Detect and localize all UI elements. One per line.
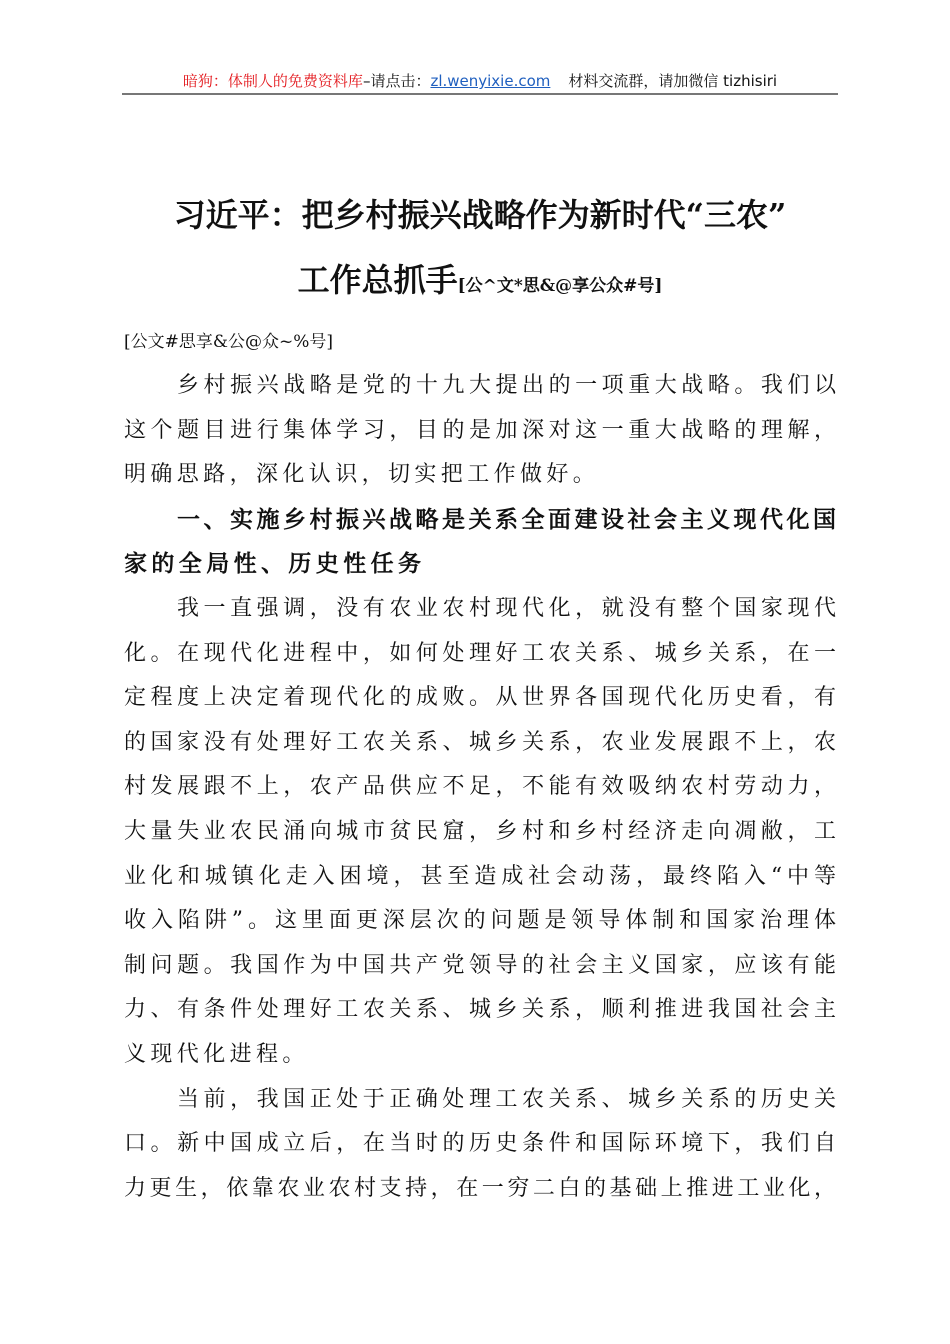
paragraph-line: 义现代化进程。 — [124, 1041, 309, 1067]
prompt-text: –请点击： — [362, 72, 431, 90]
paragraph-line: 收入陷阱”。这里面更深层次的问题是领导体制和国家治理体 — [124, 908, 836, 934]
document-body — [124, 364, 836, 1211]
header-divider — [122, 93, 838, 95]
paragraph-line: 乡村振兴战略是党的十九大提出的一项重大战略。我们以 — [177, 373, 836, 398]
paragraph-line: 的国家没有处理好工农关系、城乡关系，农业发展跟不上，农 — [124, 729, 836, 755]
watermark-tag: [公文#思享&公@众~%号] — [124, 332, 334, 352]
paragraph-line: 村发展跟不上，农产品供应不足，不能有效吸纳农村劳动力， — [124, 774, 836, 800]
title-line-2 — [124, 255, 836, 301]
paragraph-line: 这个题目进行集体学习，目的是加深对这一重大战略的理解， — [124, 417, 836, 443]
paragraph-line: 制问题。我国作为中国共产党领导的社会主义国家，应该有能 — [124, 952, 836, 978]
paragraph-line: 定程度上决定着现代化的成败。从世界各国现代化历史看，有 — [124, 685, 836, 711]
section-heading-line: 一、实施乡村振兴战略是关系全面建设社会主义现代化国 — [177, 506, 836, 533]
paragraph-line: 大量失业农民涌向城市贫民窟，乡村和乡村经济走向凋敝，工 — [124, 818, 836, 844]
paragraph-line: 业化和城镇化走入困境，甚至造成社会动荡，最终陷入“中等 — [124, 863, 836, 889]
paragraph-line: 明确思路，深化认识，切实把工作做好。 — [124, 462, 600, 488]
page-header — [124, 70, 836, 91]
paragraph-line: 口。新中国成立后，在当时的历史条件和国际环境下，我们自 — [124, 1131, 836, 1157]
section-heading-line: 家的全局性、历史性任务 — [124, 551, 426, 578]
contact-text: 材料交流群，请加微信 tizhisiri — [568, 72, 778, 90]
brand-text: 暗狗：体制人的免费资料库 — [182, 72, 363, 90]
title-text: 工作总抓手 — [297, 261, 458, 299]
title-line-1: 习近平：把乡村振兴战略作为新时代“三农” — [173, 196, 787, 234]
paragraph-line: 当前，我国正处于正确处理工农关系、城乡关系的历史关 — [177, 1086, 836, 1112]
paragraph-line: 化。在现代化进程中，如何处理好工农关系、城乡关系，在一 — [124, 640, 836, 666]
paragraph-line: 力、有条件处理好工农关系、城乡关系，顺利推进我国社会主 — [124, 997, 836, 1023]
paragraph-line: 我一直强调，没有农业农村现代化，就没有整个国家现代 — [177, 595, 836, 621]
paragraph-line: 力更生，依靠农业农村支持，在一穷二白的基础上推进工业化， — [124, 1175, 836, 1201]
website-link[interactable]: zl.wenyixie.com — [430, 72, 551, 90]
title-tag: [公^文*思&@享公众#号] — [457, 276, 663, 296]
